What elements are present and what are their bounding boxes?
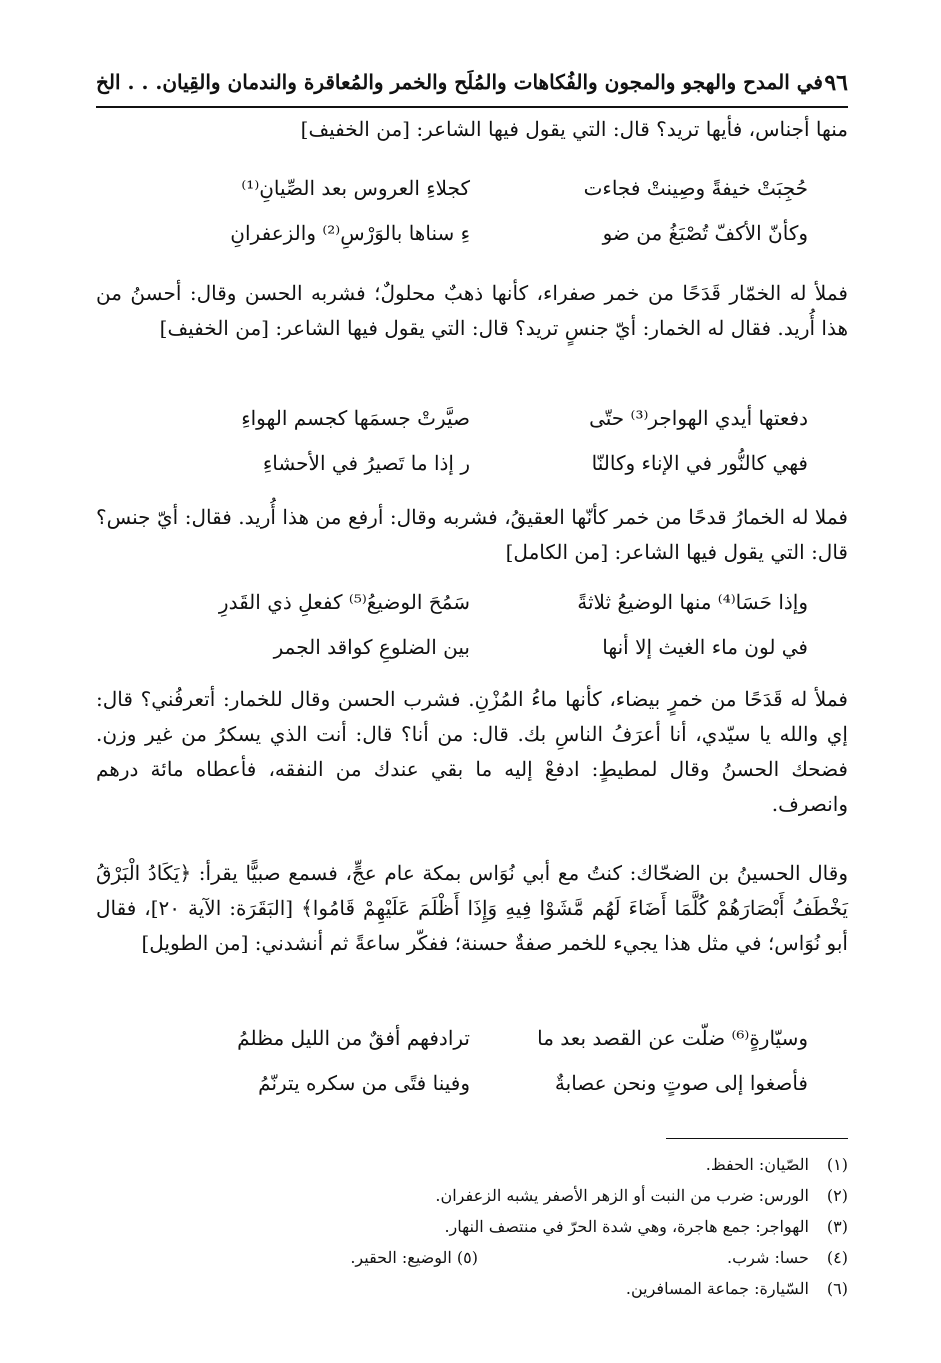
verse-line [96,586,848,631]
footnote-text: الورس: ضرب من النبت أو الزهر الأصفر يشبه الزعفران. [435,1186,809,1205]
paragraph-1: منها أجناس، فأيها تريد؟ قال: التي يقول فيها الشاعر: [من الخفيف] [300,117,848,141]
footnote [96,1211,848,1242]
verse-second-hemistich: صيَّرتْ جسمَها كجسم الهواءِ [241,406,470,430]
paragraph-5: وقال الحسينُ بن الضحّاك: كنتُ مع أبي نُوَاس بمكة عام عجٍّ، فسمع صبيًّا يقرأ: ﴿يَكَادُ الْبَرْقُ يَخْطَفُ أَبْصَارَهُمْ كُلَّمَا أَضَاءَ لَهُم مَّشَوْا فِيهِ وَإِذَا أَظْلَمَ عَلَيْهِمْ قَامُوا﴾ [البَقَرَة: الآية ٢٠]، فقال أبو نُوَاس؛ في مثل هذا يجيء للخمر صفةٌ حسنة؛ ففكّر ساعةً ثم أنشدني: [من الطويل] [96,861,848,955]
verse-first-hemistich: دفعتها أيدي الهواجر⁽³⁾ حتّى [589,406,808,430]
verse-line [96,1022,848,1067]
footnote-divider [666,1138,848,1139]
verse-first-hemistich: في لون ماء الغيث إلا أنها [602,635,808,659]
verse-line [96,172,848,217]
verse-block-4 [96,1022,848,1112]
verse-block-2 [96,402,848,492]
verse-block-3 [96,586,848,676]
footnote-text: الهواجر: جمع هاجرة، وهي شدة الحرّ في منتصف النهار. [444,1217,809,1236]
verse-first-hemistich: فأصغوا إلى صوتٍ ونحن عصابةٌ [554,1071,808,1095]
footnote-text: حسا: شرب. [727,1248,809,1267]
verse-second-hemistich: وفينا فتًى من سكره يترنّمُ [258,1071,470,1095]
footnote-number: (١) [826,1155,848,1174]
verse-first-hemistich: حُجِبَتْ خيفةً وصِينتْ فجاءت [583,176,808,200]
verse-second-hemistich: كجلاءِ العروس بعد الصِّيانِ⁽¹⁾ [241,176,470,200]
footnote-inline: (٥) الوضيع: الحقير. [350,1248,478,1267]
footnote-number: (٤) [826,1248,848,1267]
verse-line [96,631,848,676]
verse-second-hemistich: ر إذا ما تَصيرُ في الأحشاءِ [262,451,470,475]
verse-second-hemistich: سَمُحَ الوضيعُ⁽⁵⁾ كفعلِ ذي القَدرِ [218,590,470,614]
verse-first-hemistich: وكأنّ الأكفّ تُصْبَغُ من ضو [602,221,808,245]
footnote-number: (٣) [826,1217,848,1236]
verse-line [96,217,848,262]
verse-second-hemistich: ءِ سناها بالوَرْسِ⁽²⁾ والزعفرانِ [230,221,470,245]
footnote [96,1180,848,1211]
verse-second-hemistich: بين الضلوعِ كواقد الجمر [273,635,470,659]
paragraph-3: فملا له الخمارُ قدحًا من خمر كأنّها العقيقُ، فشربه وقال: أرفع من هذا أُريد. فقال: أيّ جنس؟ قال: التي يقول فيها الشاعر: [من الكامل] [96,505,848,564]
footnote-text: الصّيان: الحفظ. [705,1155,809,1174]
running-title: في المدح والهجو والمجون والفُكاهات والمُلَح والخمر والمُعاقرة والندمان والقِيان. . . الخ [96,70,823,94]
paragraph-2: فملأ له الخمّار قَدَحًا من خمر صفراء، كأنها ذهبٌ محلولٌ؛ فشربه الحسن وقال: أحسنُ من هذا أُريد. فقال له الخمار: أيّ جنسٍ تريد؟ قال: التي يقول فيها الشاعر: [من الخفيف] [96,281,848,340]
footnote [96,1149,848,1180]
footnote [96,1242,848,1273]
page-header [96,66,848,108]
footnote-number: (٢) [826,1186,848,1205]
verse-first-hemistich: وإذا حَسَا⁽⁴⁾ منها الوضيعُ ثلاثةً [577,590,808,614]
verse-line [96,402,848,447]
footnotes [96,1149,848,1304]
verse-line [96,1067,848,1112]
verse-second-hemistich: ترادفهم أفقٌ من الليل مظلمُ [237,1026,470,1050]
paragraph-4: فملأ له قَدَحًا من خمرٍ بيضاء، كأنها ماءُ المُزْنِ. فشرب الحسن وقال للخمار: أتعرفُني؟ قال: إي والله يا سيّدي، أنا أعرَفُ الناسِ بك. قال: من أنا؟ قال: أنت الذي يسكرُ من غير وزن. فضحك الحسنُ وقال لمطيطٍ: ادفعْ إليه ما بقي عندك من النفقه، فأعطاه مائة درهم وانصرف. [96,687,848,816]
footnote-text: السّيارة: جماعة المسافرين. [625,1279,809,1298]
verse-block-1 [96,172,848,262]
verse-first-hemistich: فهي كالنُّور في الإناء وكالنّا [591,451,808,475]
footnote-number: (٦) [826,1279,848,1298]
footnote [96,1273,848,1304]
verse-first-hemistich: وسيّارةٍ⁽⁶⁾ ضلّت عن القصد بعد ما [537,1026,808,1050]
page-number: ٩٦ [824,70,848,96]
verse-line [96,447,848,492]
